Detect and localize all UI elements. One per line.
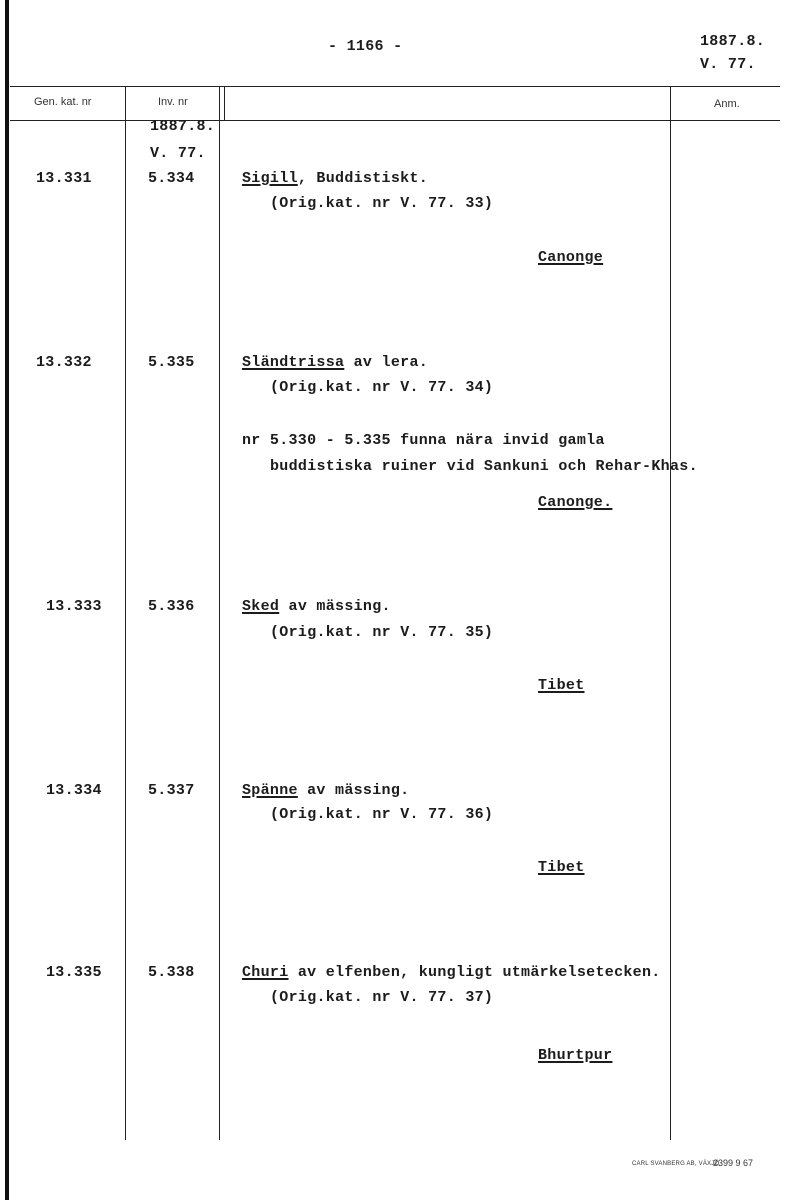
entry-description bbox=[242, 170, 428, 187]
entry-description bbox=[242, 598, 391, 615]
entry-description bbox=[242, 354, 428, 371]
entry-rest: av elfenben, kungligt utmärkelsetecken. bbox=[288, 964, 661, 981]
column-header-anm: Anm. bbox=[714, 98, 740, 110]
col-sep-3 bbox=[224, 86, 225, 120]
entry-rest: , Buddistiskt. bbox=[297, 170, 429, 187]
entry-lead: Sked bbox=[242, 598, 280, 615]
entry-orig-ref: (Orig.kat. nr V. 77. 37) bbox=[270, 989, 494, 1006]
col-sep-1 bbox=[125, 86, 126, 1140]
entry-orig-ref: (Orig.kat. nr V. 77. 34) bbox=[270, 379, 494, 396]
col-sep-4 bbox=[670, 86, 671, 1140]
entry-inv-nr: 5.338 bbox=[148, 964, 195, 981]
entry-lead: Sländtrissa bbox=[242, 354, 345, 371]
footer-printer: CARL SVANBERG AB, VÄXJÖ bbox=[632, 1161, 720, 1167]
entry-inv-nr: 5.335 bbox=[148, 354, 195, 371]
entry-rest: av mässing. bbox=[297, 782, 410, 799]
top-right-ref-line2: V. 77. bbox=[700, 56, 756, 73]
footer-code: 2399 9 67 bbox=[713, 1158, 754, 1168]
col-sep-2 bbox=[219, 86, 220, 1140]
inv-header-ref-line2: V. 77. bbox=[150, 145, 206, 162]
entry-orig-ref: (Orig.kat. nr V. 77. 36) bbox=[270, 806, 494, 823]
entry-note-line1: nr 5.330 - 5.335 funna nära invid gamla bbox=[242, 432, 605, 449]
entry-orig-ref: (Orig.kat. nr V. 77. 33) bbox=[270, 195, 494, 212]
entry-orig-ref: (Orig.kat. nr V. 77. 35) bbox=[270, 624, 494, 641]
entry-lead: Spänne bbox=[242, 782, 298, 799]
entry-gen-nr: 13.332 bbox=[36, 354, 92, 371]
entry-rest: av mässing. bbox=[279, 598, 391, 615]
left-margin-rule bbox=[5, 0, 9, 1200]
column-header-inv: Inv. nr bbox=[158, 96, 188, 108]
entry-rest: av lera. bbox=[344, 354, 429, 371]
entry-gen-nr: 13.331 bbox=[36, 170, 92, 187]
entry-place: Bhurtpur bbox=[538, 1047, 613, 1064]
entry-note-line2: buddistiska ruiner vid Sankuni och Rehar-Khas. bbox=[270, 458, 698, 475]
entry-place: Canonge bbox=[538, 249, 604, 266]
entry-place: Tibet bbox=[538, 859, 585, 876]
entry-gen-nr: 13.335 bbox=[46, 964, 102, 981]
page-number: - 1166 - bbox=[328, 38, 403, 55]
inv-header-ref-line1: 1887.8. bbox=[150, 118, 216, 135]
entry-description bbox=[242, 782, 409, 799]
entry-gen-nr: 13.334 bbox=[46, 782, 102, 799]
entry-lead: Sigill bbox=[242, 170, 298, 187]
entry-inv-nr: 5.334 bbox=[148, 170, 195, 187]
entry-inv-nr: 5.337 bbox=[148, 782, 195, 799]
column-header-gen-kat: Gen. kat. nr bbox=[34, 96, 92, 108]
entry-inv-nr: 5.336 bbox=[148, 598, 195, 615]
entry-place: Tibet bbox=[538, 677, 585, 694]
top-right-ref-line1: 1887.8. bbox=[700, 33, 766, 50]
entry-place: Canonge. bbox=[538, 494, 613, 511]
entry-description bbox=[242, 964, 661, 981]
entry-gen-nr: 13.333 bbox=[46, 598, 102, 615]
entry-lead: Churi bbox=[242, 964, 289, 981]
